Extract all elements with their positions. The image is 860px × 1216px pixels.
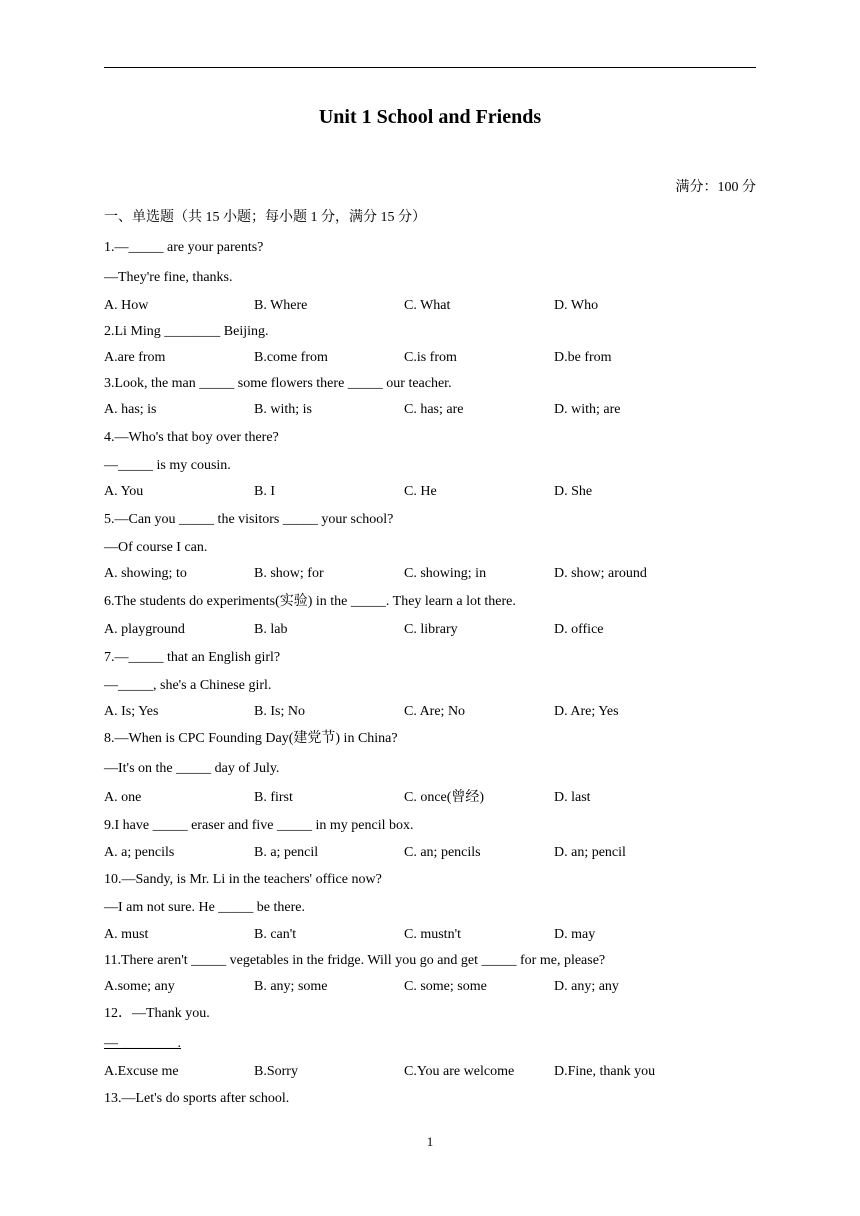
question-6-stem: 6.The students do experiments(实验) in the _____. They learn a lot there. (104, 594, 516, 609)
option-c[interactable]: C. showing; in (404, 566, 487, 581)
option-d[interactable]: D. may (554, 927, 596, 942)
option-b[interactable]: B. Is; No (254, 704, 305, 719)
option-b[interactable]: B. with; is (254, 402, 312, 417)
question-5-response: —Of course I can. (104, 540, 208, 555)
option-b[interactable]: B. lab (254, 622, 288, 637)
header-rule (104, 67, 756, 68)
question-9-options (104, 843, 756, 863)
question-7-options (104, 702, 756, 722)
option-c[interactable]: C. What (404, 298, 451, 313)
option-b[interactable]: B. I (254, 484, 275, 499)
total-score: 满分：100 分 (675, 180, 756, 195)
question-5-stem: 5.—Can you _____ the visitors _____ your school? (104, 512, 394, 527)
option-d[interactable]: D. office (554, 622, 604, 637)
question-2-options (104, 348, 756, 368)
option-d[interactable]: D. Are; Yes (554, 704, 619, 719)
question-1-response: —They're fine, thanks. (104, 270, 233, 285)
question-3-stem: 3.Look, the man _____ some flowers there _____ our teacher. (104, 376, 452, 391)
option-d[interactable]: D. She (554, 484, 593, 499)
question-6-options (104, 620, 756, 640)
section-heading: 一、单选题（共 15 小题；每小题 1 分，满分 15 分） (104, 210, 426, 225)
question-4-response: —_____ is my cousin. (104, 458, 231, 473)
question-5-options (104, 564, 756, 584)
page-number: 1 (426, 1134, 434, 1149)
option-a[interactable]: A. You (104, 484, 144, 499)
option-c[interactable]: C.is from (404, 350, 457, 365)
question-12-options (104, 1062, 756, 1082)
question-7-stem: 7.—_____ that an English girl? (104, 650, 281, 665)
option-a[interactable]: A. has; is (104, 402, 157, 417)
option-b[interactable]: B.come from (254, 350, 328, 365)
option-a[interactable]: A. Is; Yes (104, 704, 159, 719)
question-8-response: —It's on the _____ day of July. (104, 761, 280, 776)
question-12-response: — ________. (104, 1036, 181, 1051)
question-7-response: —_____, she's a Chinese girl. (104, 678, 272, 693)
question-4-stem: 4.—Who's that boy over there? (104, 430, 279, 445)
question-2-stem: 2.Li Ming ________ Beijing. (104, 324, 269, 339)
question-3-options (104, 400, 756, 420)
option-c[interactable]: C. library (404, 622, 458, 637)
question-13-stem: 13.—Let's do sports after school. (104, 1091, 290, 1106)
option-b[interactable]: B.Sorry (254, 1064, 298, 1079)
option-a[interactable]: A.are from (104, 350, 166, 365)
option-d[interactable]: D.Fine, thank you (554, 1064, 656, 1079)
option-d[interactable]: D. show; around (554, 566, 647, 581)
question-11-stem: 11.There aren't _____ vegetables in the fridge. Will you go and get _____ for me, please? (104, 953, 606, 968)
option-c[interactable]: C. Are; No (404, 704, 466, 719)
option-c[interactable]: C. once(曾经) (404, 790, 485, 805)
option-b[interactable]: B. first (254, 790, 293, 805)
question-1-options (104, 296, 756, 316)
option-c[interactable]: C. has; are (404, 402, 464, 417)
option-b[interactable]: B. a; pencil (254, 845, 319, 860)
option-d[interactable]: D. with; are (554, 402, 621, 417)
option-c[interactable]: C.You are welcome (404, 1064, 515, 1079)
question-10-options (104, 925, 756, 945)
option-a[interactable]: A. showing; to (104, 566, 187, 581)
question-11-options (104, 977, 756, 997)
question-10-response: —I am not sure. He _____ be there. (104, 900, 305, 915)
question-8-options (104, 788, 756, 808)
option-c[interactable]: C. some; some (404, 979, 487, 994)
question-12-stem: 12．—Thank you. (104, 1006, 210, 1021)
option-b[interactable]: B. Where (254, 298, 308, 313)
option-a[interactable]: A. one (104, 790, 142, 805)
option-a[interactable]: A. How (104, 298, 149, 313)
option-c[interactable]: C. He (404, 484, 437, 499)
question-4-options (104, 482, 756, 502)
option-d[interactable]: D. last (554, 790, 591, 805)
option-a[interactable]: A. must (104, 927, 149, 942)
option-a[interactable]: A. playground (104, 622, 185, 637)
option-b[interactable]: B. can't (254, 927, 297, 942)
option-c[interactable]: C. an; pencils (404, 845, 481, 860)
question-1-stem: 1.—_____ are your parents? (104, 240, 264, 255)
option-d[interactable]: D.be from (554, 350, 612, 365)
question-10-stem: 10.—Sandy, is Mr. Li in the teachers' office now? (104, 872, 382, 887)
option-d[interactable]: D. an; pencil (554, 845, 626, 860)
option-c[interactable]: C. mustn't (404, 927, 461, 942)
option-b[interactable]: B. any; some (254, 979, 328, 994)
option-a[interactable]: A.some; any (104, 979, 175, 994)
option-d[interactable]: D. Who (554, 298, 599, 313)
option-a[interactable]: A.Excuse me (104, 1064, 179, 1079)
option-d[interactable]: D. any; any (554, 979, 619, 994)
option-b[interactable]: B. show; for (254, 566, 324, 581)
question-9-stem: 9.I have _____ eraser and five _____ in my pencil box. (104, 818, 414, 833)
option-a[interactable]: A. a; pencils (104, 845, 175, 860)
page-title: Unit 1 School and Friends (318, 106, 542, 128)
question-8-stem: 8.—When is CPC Founding Day(建党节) in China? (104, 731, 398, 746)
